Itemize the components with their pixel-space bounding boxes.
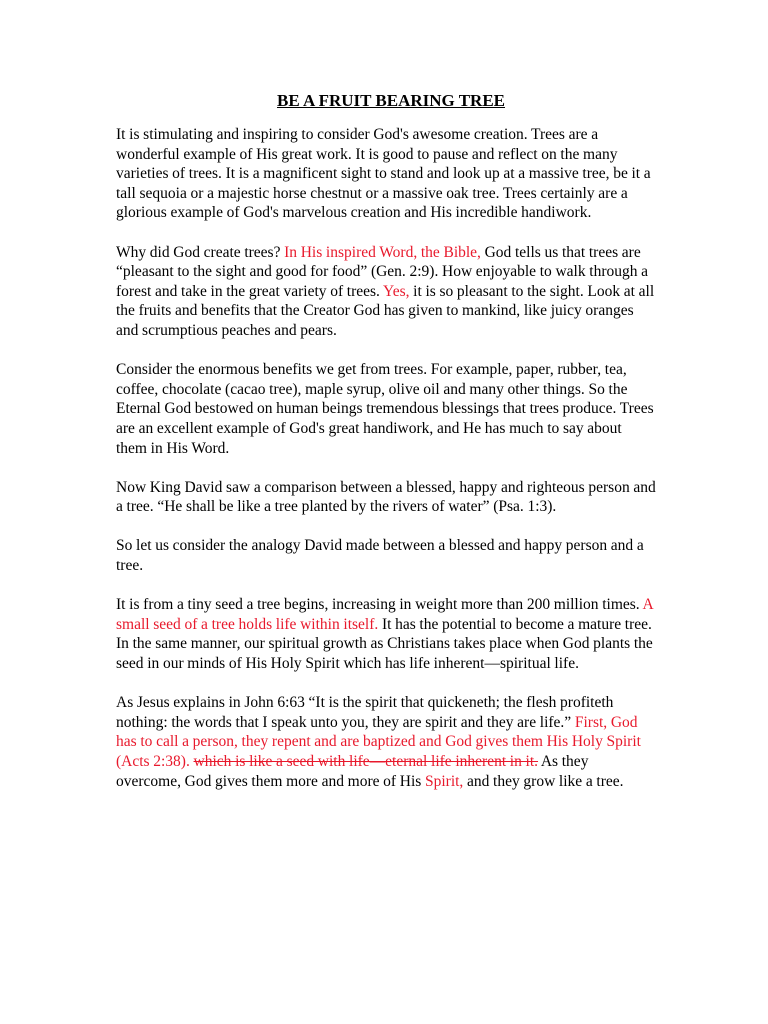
body-text: It has the potential to become a mature tree. In the same manner, our spiritual growth as Christians takes place when God plants the seed in our minds of His Holy Spirit which has life inherent—spiritual life. <box>116 615 653 673</box>
body-text: It is from a tiny seed a tree begins, increasing in weight more than 200 million times. <box>116 596 643 614</box>
paragraph <box>116 595 656 673</box>
body-text: God tells us that trees are “pleasant to the sight and good for food” (Gen. 2:9). How enjoyable to walk through a forest and take in the great variety of trees. <box>116 243 649 300</box>
body-text: Consider the enormous benefits we get from trees. For example, paper, rubber, tea, coffee, chocolate (cacao tree), maple syrup, olive oil and many other things. So the Eternal God bestowed on human beings tremendous blessings that trees produce. Trees are an excellent example of God's great handiwork, and He has much to say about them in His Word. <box>116 361 654 457</box>
body-text: it is so pleasant to the sight. Look at all the fruits and benefits that the Creator God has given to mankind, like juicy oranges and scrumptious peaches and pears. <box>116 282 655 339</box>
highlighted-text: First, God has to call a person, they repent and are baptized and God gives them His Holy Spirit (Acts 2:38). <box>116 713 641 770</box>
body-text: As Jesus explains in John 6:63 “It is the spirit that quickeneth; the flesh profiteth nothing: the words that I speak unto you, they are spirit and they are life.” <box>116 694 614 731</box>
highlighted-text: Yes, <box>383 282 410 300</box>
document-page <box>116 84 656 811</box>
paragraph <box>116 693 656 791</box>
paragraph <box>116 536 656 575</box>
body-text: and they grow like a tree. <box>463 772 624 790</box>
paragraph <box>116 360 656 458</box>
document-title: BE A FRUIT BEARING TREE <box>277 91 505 110</box>
highlighted-text: In His inspired Word, the Bible, <box>284 243 481 261</box>
struck-text: which is like a seed with life—eternal life inherent in it. <box>193 753 539 770</box>
paragraph <box>116 478 656 517</box>
document-body <box>116 125 656 791</box>
paragraph <box>116 243 656 341</box>
body-text: As they overcome, God gives them more and more of His <box>116 753 589 790</box>
highlighted-text: A small seed of a tree holds life within itself. <box>116 596 653 633</box>
body-text: It is stimulating and inspiring to consider God's awesome creation. Trees are a wonderful example of His great work. It is good to pause and reflect on the many varieties of trees. It is a magnificent sight to stand and look up at a massive tree, be it a tall sequoia or a majestic horse chestnut or a massive oak tree. Trees certainly are a glorious example of God's marvelous creation and His incredible handiwork. <box>116 126 651 222</box>
highlighted-text: Spirit, <box>424 772 464 790</box>
paragraph <box>116 125 656 223</box>
body-text: Now King David saw a comparison between a blessed, happy and righteous person and a tree. “He shall be like a tree planted by the rivers of water” (Psa. 1:3). <box>116 478 656 516</box>
body-text: So let us consider the analogy David made between a blessed and happy person and a tree. <box>116 537 644 575</box>
body-text: Why did God create trees? <box>116 243 285 261</box>
